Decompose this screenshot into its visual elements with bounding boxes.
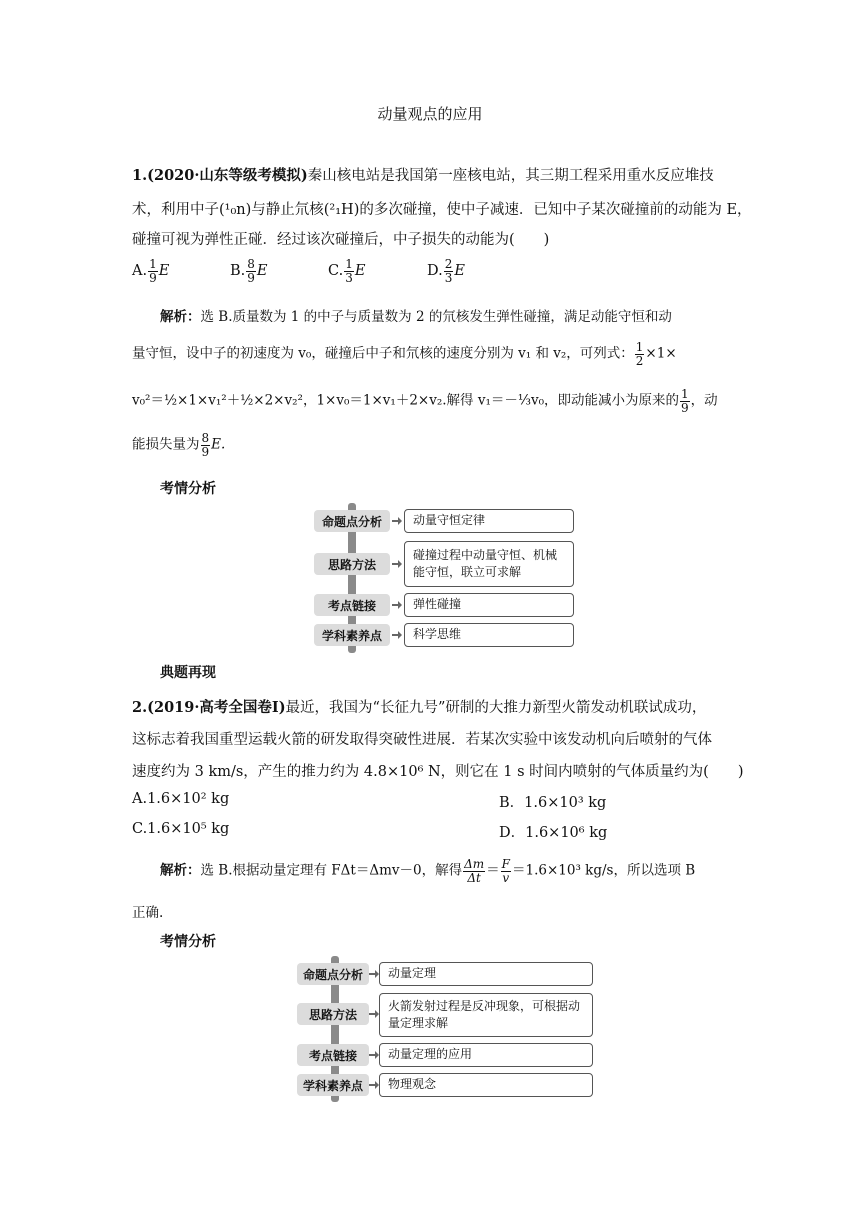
analysis-text: E. xyxy=(211,436,226,453)
option-label: D. xyxy=(427,263,443,280)
diagram-label: 学科素养点 xyxy=(297,1074,369,1096)
q2-line2: 这标志着我国重型运载火箭的研发取得突破性进展．若某次实验中该发动机向后喷射的气体 xyxy=(132,732,712,748)
q2-line1 xyxy=(132,696,706,717)
analysis-text: ×1× xyxy=(645,345,677,362)
dm-dt-fraction: $\frac{\Delta m}{\Delta t}$ xyxy=(464,857,485,885)
section-analysis-2: 考情分析 xyxy=(160,934,216,950)
q2-option-d[interactable]: D．1.6×10⁶ kg xyxy=(499,825,608,841)
q1-analysis-line2 xyxy=(132,341,677,367)
q1-text-1: 秦山核电站是我国第一座核电站，其三期工程采用重水反应堆技 xyxy=(307,168,714,184)
arrow-right-icon xyxy=(392,560,402,568)
q1-option-a[interactable] xyxy=(132,258,169,284)
diagram-label: 考点链接 xyxy=(314,594,390,616)
q1-analysis-line4 xyxy=(132,432,225,458)
diagram-box: 动量定理 xyxy=(379,962,593,986)
q1-line2: 术，利用中子(¹₀n)与静止氘核(²₁H)的多次碰撞，使中子减速．已知中子某次碰撞前的动能为 E， xyxy=(132,202,752,218)
diagram-label: 命题点分析 xyxy=(314,510,390,532)
arrow-right-icon xyxy=(392,601,402,609)
diagram-label: 考点链接 xyxy=(297,1044,369,1066)
q2-number: 2. xyxy=(132,699,148,716)
option-var: E xyxy=(256,263,268,280)
option-label: A. xyxy=(132,263,148,280)
arrow-right-icon xyxy=(392,631,402,639)
arrow-right-icon xyxy=(392,517,402,525)
arrow-right-icon xyxy=(369,970,379,978)
diagram-label: 命题点分析 xyxy=(297,963,369,985)
page-title: 动量观点的应用 xyxy=(377,105,483,123)
q2-option-b[interactable]: B．1.6×10³ kg xyxy=(499,795,607,811)
analysis-text: 选 B.质量数为 1 的中子与质量数为 2 的氘核发生弹性碰撞，满足动能守恒和动 xyxy=(200,309,672,325)
q1-number: 1. xyxy=(132,167,148,184)
diagram-label: 思路方法 xyxy=(314,553,390,575)
q2-source: (2019·高考全国卷Ⅰ) xyxy=(147,699,286,716)
section-dianti: 典题再现 xyxy=(160,665,216,681)
half-fraction: $\frac{1}{2}$ xyxy=(635,340,644,368)
loss-fraction: $\frac{8}{9}$ xyxy=(201,431,210,459)
q2-line3: 速度约为 3 km/s，产生的推力约为 4.8×10⁶ N，则它在 1 s 时间内喷射的气体质量约为( ) xyxy=(132,764,744,780)
diagram-box: 动量定理的应用 xyxy=(379,1043,593,1067)
diagram-box: 碰撞过程中动量守恒、机械能守恒，联立可求解 xyxy=(404,541,574,587)
q2-option-c[interactable]: C.1.6×10⁵ kg xyxy=(132,821,230,837)
option-var: E xyxy=(454,263,465,280)
analysis-text: 量守恒，设中子的初速度为 v₀，碰撞后中子和氘核的速度分别为 v₁ 和 v₂，可列式： xyxy=(132,345,634,362)
q1-option-b[interactable] xyxy=(230,258,268,284)
arrow-right-icon xyxy=(369,1051,379,1059)
f-v-fraction: $\frac{F}{v}$ xyxy=(501,857,510,885)
option-fraction: $\frac{1}{3}$ xyxy=(345,257,353,285)
q2-text-1: 最近，我国为“长征九号”研制的大推力新型火箭发动机联试成功， xyxy=(285,700,707,716)
q1-analysis-line3 xyxy=(132,388,718,414)
analysis-label: 解析： xyxy=(160,309,201,325)
q1-option-d[interactable] xyxy=(427,258,465,284)
option-var: E xyxy=(158,263,170,280)
q1-analysis-line1 xyxy=(160,305,672,325)
option-label: B. xyxy=(230,263,246,280)
analysis-text: ，动 xyxy=(690,392,718,409)
option-var: E xyxy=(354,263,366,280)
q2-option-a[interactable]: A.1.6×10² kg xyxy=(132,791,230,807)
q1-option-c[interactable] xyxy=(328,258,365,284)
q2-analysis-line2: 正确. xyxy=(132,905,164,921)
section-analysis-1: 考情分析 xyxy=(160,481,216,497)
option-fraction: $\frac{2}{3}$ xyxy=(444,257,453,285)
diagram-label: 思路方法 xyxy=(297,1003,369,1025)
analysis-text: 能损失量为 xyxy=(132,436,200,453)
q1-line3: 碰撞可视为弹性正碰．经过该次碰撞后，中子损失的动能为( ) xyxy=(132,232,550,248)
q2-analysis-line1 xyxy=(160,858,695,884)
diagram-box: 科学思维 xyxy=(404,623,574,647)
analysis-text: v₀²＝½×1×v₁²＋½×2×v₂²，1×v₀＝1×v₁＋2×v₂.解得 v₁＝－⅓v₀，即动能减小为原来的 xyxy=(132,392,680,409)
q1-line1 xyxy=(132,164,714,185)
diagram-box: 动量守恒定律 xyxy=(404,509,574,533)
diagram-box: 弹性碰撞 xyxy=(404,593,574,617)
diagram-box: 物理观念 xyxy=(379,1073,593,1097)
analysis-text: ＝1.6×10³ kg/s，所以选项 B xyxy=(511,862,696,879)
analysis-text: 选 B.根据动量定理有 FΔt＝Δmv－0，解得 xyxy=(200,862,463,879)
diagram-label: 学科素养点 xyxy=(314,624,390,646)
arrow-right-icon xyxy=(369,1010,379,1018)
option-label: C. xyxy=(328,263,344,280)
diagram-box: 火箭发射过程是反冲现象，可根据动量定理求解 xyxy=(379,993,593,1037)
analysis-label: 解析： xyxy=(160,862,201,879)
analysis-diagram-1 xyxy=(312,503,577,653)
equals-sign: ＝ xyxy=(486,862,500,879)
option-fraction: $\frac{8}{9}$ xyxy=(247,257,255,285)
ninth-fraction: $\frac{1}{9}$ xyxy=(681,387,689,415)
option-fraction: $\frac{1}{9}$ xyxy=(149,257,157,285)
q1-source: (2020·山东等级考模拟) xyxy=(147,167,308,184)
analysis-diagram-2 xyxy=(295,956,595,1102)
arrow-right-icon xyxy=(369,1081,379,1089)
